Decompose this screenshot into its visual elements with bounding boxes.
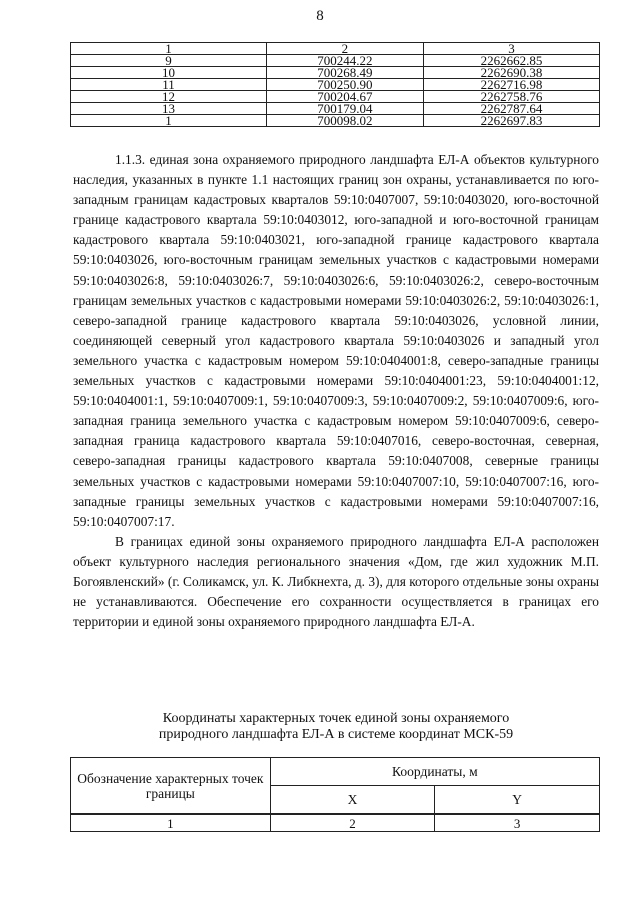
table-title-line-2: природного ландшафта ЕЛ-А в системе координат МСК-59 (158, 727, 514, 742)
coordinates-table-continued (70, 42, 600, 127)
column-number-1: 1 (71, 814, 271, 832)
y-header: Y (435, 786, 600, 815)
coordinates-table-header (70, 757, 600, 832)
coordinates-header: Координаты, м (270, 758, 599, 786)
column-numbers-row (71, 814, 600, 832)
point-number-cell: 12 (71, 91, 267, 103)
point-number-cell: 9 (71, 55, 267, 67)
x-header: X (270, 786, 435, 815)
table-row (71, 115, 600, 127)
x-coordinate-cell: 700179.04 (266, 103, 423, 115)
y-coordinate-cell: 2262662.85 (423, 55, 599, 67)
paragraph-heritage-object: В границах единой зоны охраняемого природного ландшафта ЕЛ-А расположен объект культурного наследия регионального значения «Дом, где жил художник М.П. Богоявленский» (г. Соликамск, ул. К. Либкнехта, д. 3), для которого отдельные зоны охраны не устанавливаются. Обеспечение его сохранности осуществляется в границах его территории и единой зоны охраняемого природного ландшафта ЕЛ-А. (73, 533, 599, 630)
point-designation-header: Обозначение характерных точек границы (71, 758, 271, 815)
paragraph-zone-description: 1.1.3. единая зона охраняемого природного ландшафта ЕЛ-А объектов культурного наследия, указанных в пункте 1.1 настоящих границ зон охраны, устанавливается по юго-западным границам кадастровых кварталов 59:10:0407007, 59:10:0403020, юго-восточной границе кадастрового квартала 59:10:0403012, юго-западной и юго-восточной границам кадастрового квартала 59:10:0403021, юго-западной границе кадастрового квартала 59:10:0403026, юго-восточным границам земельных участков с кадастровыми номерами 59:10:0403026:8, 59:10:0403026:7, 59:10:0403026:6, 59:10:0403026:2, северо-восточным границам земельных участков с кадастровыми номерами 59:10:0403026:2, 59:10:0403026:1, северо-западной границе кадастрового квартала 59:10:0403026, условной линии, соединяющей северный угол кадастрового квартала 59:10:0403026 и западный угол земельного участка с кадастровым номером 59:10:0404001:8, северо-западные границы земельных участков с кадастровыми номерами 59:10:0404001:23, 59:10:0404001:12, 59:10:0404001:1, 59:10:0407009:1, 59:10:0407009:3, 59:10:0407009:2, 59:10:0407009:6, юго-западная граница земельного участка с кадастровым номером 59:10:0407009:6, северо-западная граница кадастрового квартала 59:10:0407016, северо-восточная, северная, северо-западная границы кадастрового квартала 59:10:0407008, северные границы земельных участков с кадастровыми номерами 59:10:0407007:10, 59:10:0407007:16, юго-западные границы земельных участков с кадастровыми номерами 59:10:0407007:16, 59:10:0407007:17. (73, 152, 599, 529)
page-number: 8 (316, 8, 324, 24)
point-number-cell: 13 (71, 103, 267, 115)
column-number-2: 2 (270, 814, 435, 832)
y-coordinate-cell: 2262758.76 (423, 91, 599, 103)
table-title (73, 711, 599, 743)
x-coordinate-cell: 700268.49 (266, 67, 423, 79)
column-number-3: 3 (435, 814, 600, 832)
point-number-cell: 10 (71, 67, 267, 79)
y-coordinate-cell: 2262697.83 (423, 115, 599, 127)
y-coordinate-cell: 2262690.38 (423, 67, 599, 79)
coordinates-table-body (71, 43, 600, 127)
column-number-1: 1 (71, 43, 267, 55)
body-text (73, 150, 599, 632)
x-coordinate-cell: 700098.02 (266, 115, 423, 127)
point-number-cell: 11 (71, 79, 267, 91)
x-coordinate-cell: 700244.22 (266, 55, 423, 67)
y-coordinate-cell: 2262716.98 (423, 79, 599, 91)
x-coordinate-cell: 700250.90 (266, 79, 423, 91)
column-number-2: 2 (266, 43, 423, 55)
y-coordinate-cell: 2262787.64 (423, 103, 599, 115)
table-title-line-1: Координаты характерных точек единой зоны охраняемого (162, 711, 510, 726)
x-coordinate-cell: 700204.67 (266, 91, 423, 103)
column-number-3: 3 (423, 43, 599, 55)
point-number-cell: 1 (71, 115, 267, 127)
